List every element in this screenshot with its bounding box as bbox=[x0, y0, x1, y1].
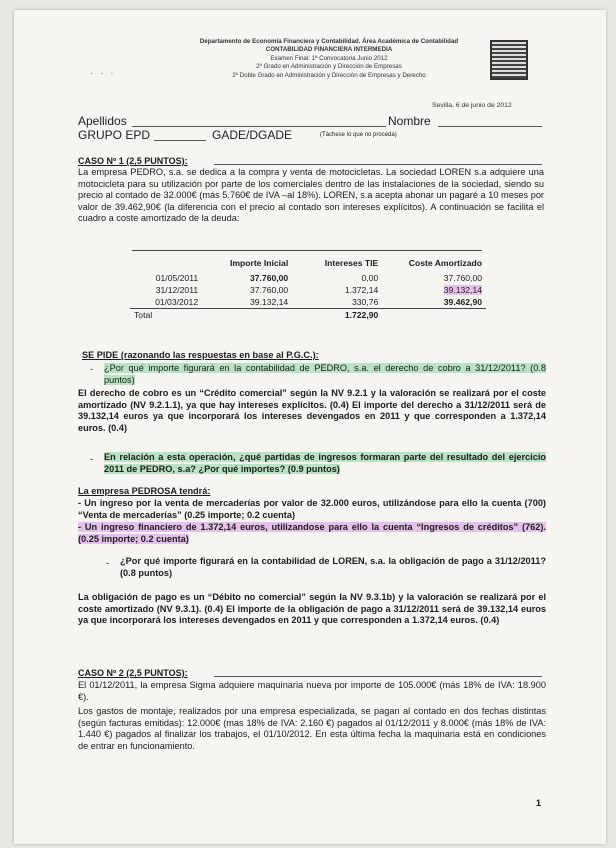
caso2-title: CASO Nº 2 (2,5 PUNTOS): bbox=[78, 668, 188, 678]
tache-note: (Táchese lo que no proceda) bbox=[320, 132, 397, 138]
answer-2-line-1: - Un ingreso por la venta de mercaderías por valor de 32.000 euros, utilizándose para ello la cuenta (700) “Venta de mercaderías” (0.25 importe; 0.2 cuenta) bbox=[78, 498, 546, 520]
page-number: 1 bbox=[536, 798, 542, 808]
caso2-paragraph-1: El 01/12/2011, la empresa Sigma adquiere maquinaria nueva por importe de 105.000€ (más 18% de IVA: 18.900 €). bbox=[78, 680, 546, 702]
col-importe-inicial: Importe Inicial bbox=[229, 258, 289, 268]
gade-label: GADE/DGADE bbox=[212, 128, 293, 142]
grupo-line[interactable] bbox=[154, 130, 206, 141]
table-header-row bbox=[130, 258, 486, 268]
answer-2-title: La empresa PEDROSA tendrá: bbox=[78, 486, 211, 496]
degree-line: 2º Grado en Administración y Dirección de Empresas bbox=[256, 63, 402, 71]
question-3: ¿Por qué importe figurará en la contabilidad de LOREN, s.a. la obligación de pago a 31/12/2011? (0.8 puntos) bbox=[120, 556, 546, 578]
se-pide-heading: SE PIDE (razonando las respuestas en base al P.G.C.): bbox=[82, 350, 319, 360]
caso1-title: CASO Nº 1 (2,5 PUNTOS): bbox=[78, 156, 188, 166]
table-row: 31/12/2011 37.760,00 1.372,14 39.132,14 bbox=[155, 285, 482, 295]
department-line: Departamento de Economía Financiera y Contabilidad. Área Académica de Contabilidad bbox=[199, 38, 459, 45]
exam-date: Sevilla, 6 de junio de 2012 bbox=[432, 102, 512, 109]
answer-3: La obligación de pago es un “Débito no comercial” según la NV 9.3.1b) y la valoración se realizará por el coste amortizado (NV 9.3.1). (0.4) El importe de la obligación de pago a 31/12/2011 será de 39.132,14 euros ya que incorporará los intereses devengados en 2011 y que corresponden a 1.372,14 euros. (0.4) bbox=[78, 592, 546, 626]
caso2-paragraph-2: Los gastos de montaje, realizados por una empresa especializada, se pagan al contado en dos fechas distintas (según facturas emitidas): 12.000€ (mas 18% de IVA: 2.160 €) pagados al 01/12/2011 y 8.000€ (más 18% de IVA: 1.440 €) pagados al finalizar los trabajos, el 01/10/2012. En esta última fecha la maquinaria está en condiciones de entrar en funcionamiento. bbox=[78, 706, 546, 751]
nombre-line[interactable] bbox=[438, 116, 542, 127]
nombre-label: Nombre bbox=[388, 114, 431, 128]
answer-2-line-2: - Un ingreso financiero de 1.372,14 euros, utilizandose para ello la cuenta “Ingresos de créditos” (762). (0.25 importe; 0.2 cuenta) bbox=[78, 522, 546, 544]
question-2: En relación a esta operación, ¿qué partidas de ingresos formaran parte del resultado del ejercicio 2011 de PEDRO, s.a? ¿Por qué importes? (0.9 puntos) bbox=[104, 452, 546, 474]
course-line: CONTABILIDAD FINANCIERA INTERMEDIA bbox=[265, 46, 393, 54]
grupo-label: GRUPO EPD bbox=[78, 128, 151, 142]
table-row: 01/03/2012 39.132,14 330,76 39.462,90 bbox=[155, 297, 482, 307]
bullet-3: - bbox=[106, 558, 110, 568]
caso2-rule bbox=[214, 676, 542, 677]
exam-header bbox=[164, 38, 494, 80]
margin-mark: · · · bbox=[90, 68, 116, 79]
apellidos-line[interactable] bbox=[132, 116, 386, 127]
amortization-table bbox=[130, 258, 486, 321]
double-degree-line: 2º Doble Grado en Administración y Dirección de Empresas y Derecho bbox=[232, 71, 426, 79]
caso1-intro: La empresa PEDRO, s.a. se dedica a la compra y venta de motocicletas. La sociedad LOREN s.a adquiere una motocicleta para su utilización por parte de los comerciales dentro de las instalaciones de la sociedad, siendo su precio al contado de 32.000€ (más 5.760€ de IVA –al 18%). LOREN, s.a acepta abonar un pagaré a 10 meses por valor de 39.462,90€ (la diferencia con el precio al contado son intereses explícitos). A continuación se facilita el cuadro a coste amortizado de la deuda: bbox=[78, 167, 544, 224]
apellidos-label: Apellidos bbox=[78, 114, 127, 128]
bullet-2: - bbox=[90, 454, 94, 464]
table-total-row: Total 1.722,90 bbox=[130, 309, 486, 322]
exam-page bbox=[14, 10, 606, 844]
exam-line: Examen Final: 1ª Convocatoria Junio 2012 bbox=[270, 54, 388, 62]
table-row: 01/05/2011 37.760,00 0,00 37.760,00 bbox=[155, 273, 482, 283]
bullet-1: - bbox=[90, 364, 94, 374]
col-intereses-tie: Intereses TIE bbox=[324, 258, 379, 268]
col-coste-amortizado: Coste Amortizado bbox=[408, 258, 482, 268]
university-logo bbox=[490, 40, 528, 80]
answer-1: El derecho de cobro es un “Crédito comercial” según la NV 9.2.1 y la valoración se realizará por el coste amortizado (NV 9.2.1.1), ya que hay intereses explícitos. (0.4) El importe del derecho a 31/12/2011 será de 39.132,14 euros ya que incorporará los intereses devengados en 2011 y que corresponden a 1.372,14 euros. (0.4) bbox=[78, 388, 546, 433]
table-top-rule bbox=[132, 250, 482, 251]
question-1: ¿Por qué importe figurará en la contabilidad de PEDRO, s.a. el derecho de cobro a 31/12/2011? (0.8 puntos) bbox=[104, 363, 546, 385]
caso1-rule bbox=[214, 164, 542, 165]
